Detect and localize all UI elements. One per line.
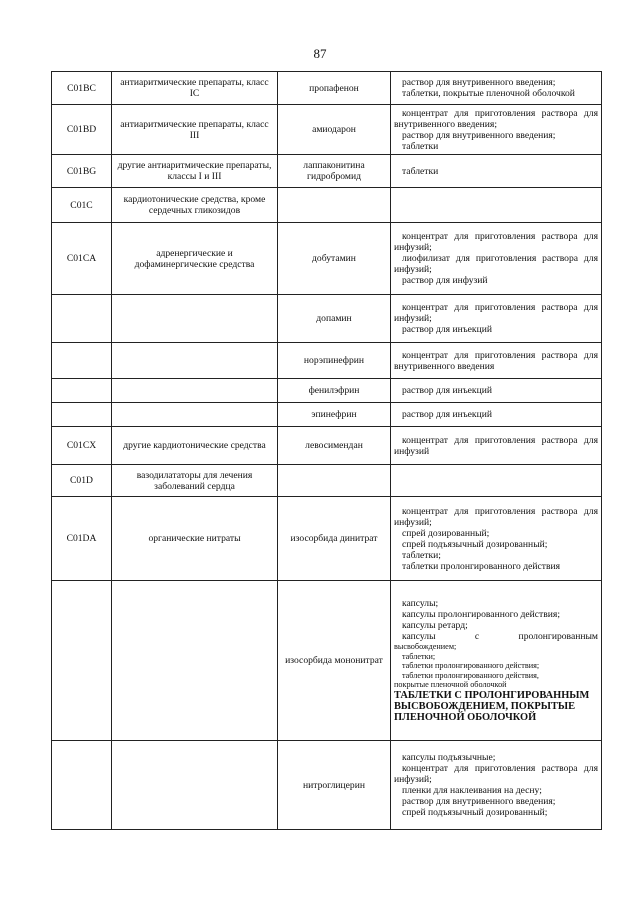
table-row	[52, 343, 602, 379]
atc-code-cell: C01BC	[52, 72, 112, 105]
anatomical-group-cell	[112, 581, 278, 741]
dosage-form-line: раствор для внутривенного введения;	[402, 129, 556, 141]
drug-name-cell: левосимендан	[278, 427, 391, 465]
atc-code-cell: C01C	[52, 188, 112, 223]
atc-code-cell: C01CA	[52, 223, 112, 295]
dosage-form-line: раствор для инфузий	[402, 275, 488, 286]
dosage-form-line: таблетки пролонгированного действия	[402, 560, 561, 572]
dosage-form-line: пленки для наклеивания на десну;	[402, 785, 542, 796]
drug-table	[51, 71, 602, 830]
table-row	[52, 379, 602, 403]
atc-code-cell: C01D	[52, 465, 112, 497]
dosage-form-line: таблетки пролонгированного действия;	[402, 661, 540, 671]
drug-name-cell: пропафенон	[278, 72, 391, 105]
atc-code-cell	[52, 581, 112, 741]
drug-name-cell: норэпинефрин	[278, 343, 391, 379]
dosage-form-line: концентрат для приготовления раствора для инфузий;	[394, 763, 598, 785]
dosage-form-line: лиофилизат для приготовления раствора для инфузий;	[394, 253, 598, 275]
dosage-form-line: спрей подъязычный дозированный;	[402, 538, 548, 550]
drug-name-cell: изосорбида динитрат	[278, 497, 391, 581]
anatomical-group-cell	[112, 343, 278, 379]
drug-name-cell	[278, 465, 391, 497]
dosage-form-line: таблетки;	[402, 549, 441, 561]
anatomical-group-cell	[112, 295, 278, 343]
dosage-form-line: капсулы с пролонгированным	[402, 631, 598, 643]
drug-name-cell: добутамин	[278, 223, 391, 295]
anatomical-group-cell: органические нитраты	[112, 497, 278, 581]
table-row	[52, 427, 602, 465]
dosage-form-cell	[391, 379, 602, 403]
dosage-form-cell	[391, 403, 602, 427]
dosage-form-line: раствор для внутривенного введения;	[402, 796, 556, 807]
atc-code-cell: C01BD	[52, 105, 112, 155]
dosage-form-line: покрытые пленочной оболочкой	[394, 680, 507, 690]
dosage-form-line: концентрат для приготовления раствора для инфузий;	[394, 231, 598, 253]
dosage-form-cell	[391, 427, 602, 465]
table-row	[52, 105, 602, 155]
dosage-form-line: раствор для инъекций	[402, 409, 492, 420]
dosage-form-cell	[391, 497, 602, 581]
anatomical-group-cell	[112, 379, 278, 403]
drug-name-cell: лаппаконитина гидробромид	[278, 155, 391, 188]
dosage-form-line: таблетки	[402, 140, 439, 152]
dosage-form-line: таблетки	[402, 165, 439, 177]
dosage-form-cell	[391, 741, 602, 830]
atc-code-cell	[52, 343, 112, 379]
table-row	[52, 497, 602, 581]
atc-code-cell	[52, 295, 112, 343]
dosage-form-line: капсулы;	[402, 598, 439, 610]
table-row	[52, 295, 602, 343]
dosage-form-line: раствор для инъекций	[402, 385, 492, 396]
dosage-form-line: концентрат для приготовления раствора для внутривенного введения;	[394, 107, 598, 130]
drug-name-cell: эпинефрин	[278, 403, 391, 427]
anatomical-group-cell: вазодилататоры для лечения заболеваний сердца	[112, 465, 278, 497]
drug-name-cell: нитроглицерин	[278, 741, 391, 830]
atc-code-cell	[52, 379, 112, 403]
table-row	[52, 155, 602, 188]
dosage-form-cell	[391, 105, 602, 155]
dosage-form-line: концентрат для приготовления раствора для инфузий;	[394, 505, 598, 528]
anatomical-group-cell	[112, 741, 278, 830]
anatomical-group-cell: кардиотонические средства, кроме сердечных гликозидов	[112, 188, 278, 223]
dosage-form-line: раствор для инъекций	[402, 324, 492, 335]
atc-code-cell: C01BG	[52, 155, 112, 188]
dosage-form-line: капсулы ретард;	[402, 620, 468, 632]
table-row	[52, 72, 602, 105]
dosage-form-line: высвобождением;	[394, 642, 457, 652]
dosage-form-line: капсулы подъязычные;	[402, 752, 496, 763]
page-number: 87	[313, 46, 327, 61]
atc-code-cell: C01CX	[52, 427, 112, 465]
table-row	[52, 403, 602, 427]
dosage-form-line: таблетки;	[402, 651, 436, 661]
dosage-form-cell	[391, 465, 602, 497]
dosage-form-line: капсулы пролонгированного действия;	[402, 609, 560, 621]
dosage-form-line: раствор для внутривенного введения;	[402, 77, 556, 88]
table-row	[52, 741, 602, 830]
dosage-form-cell	[391, 188, 602, 223]
dosage-form-cell	[391, 295, 602, 343]
dosage-form-cell	[391, 581, 602, 741]
drug-name-cell: изосорбида мононитрат	[278, 581, 391, 741]
drug-name-cell	[278, 188, 391, 223]
dosage-form-cell	[391, 72, 602, 105]
dosage-form-line: таблетки, покрытые пленочной оболочкой	[402, 88, 575, 99]
dosage-form-line: концентрат для приготовления раствора для инфузий;	[394, 302, 598, 324]
dosage-form-line: спрей дозированный;	[402, 527, 490, 539]
drug-name-cell: амиодарон	[278, 105, 391, 155]
atc-code-cell: C01DA	[52, 497, 112, 581]
dosage-form-line: концентрат для приготовления раствора для инфузий	[394, 434, 598, 457]
drug-name-cell: фенилэфрин	[278, 379, 391, 403]
drug-name-cell: допамин	[278, 295, 391, 343]
dosage-form-line: спрей подъязычный дозированный;	[402, 807, 548, 818]
table-body	[52, 72, 602, 830]
dosage-form-line: концентрат для приготовления раствора для внутривенного введения	[394, 349, 598, 372]
table-row	[52, 581, 602, 741]
anatomical-group-cell: другие антиаритмические препараты, классы I и III	[112, 155, 278, 188]
dosage-form-cell	[391, 223, 602, 295]
table-row	[52, 465, 602, 497]
atc-code-cell	[52, 741, 112, 830]
dosage-form-cell	[391, 343, 602, 379]
anatomical-group-cell: другие кардиотонические средства	[112, 427, 278, 465]
anatomical-group-cell: антиаритмические препараты, класс IC	[112, 72, 278, 105]
dosage-form-line: таблетки пролонгированного действия,	[402, 670, 539, 680]
anatomical-group-cell: антиаритмические препараты, класс III	[112, 105, 278, 155]
dosage-form-cell	[391, 155, 602, 188]
table-row	[52, 188, 602, 223]
atc-code-cell	[52, 403, 112, 427]
table-row	[52, 223, 602, 295]
anatomical-group-cell	[112, 403, 278, 427]
anatomical-group-cell: адренергические и дофаминергические средства	[112, 223, 278, 295]
dosage-form-line: ТАБЛЕТКИ С ПРОЛОНГИРОВАННЫМ ВЫСВОБОЖДЕНИЕМ, ПОКРЫТЫЕ ПЛЕНОЧНОЙ ОБОЛОЧКОЙ	[394, 689, 590, 723]
